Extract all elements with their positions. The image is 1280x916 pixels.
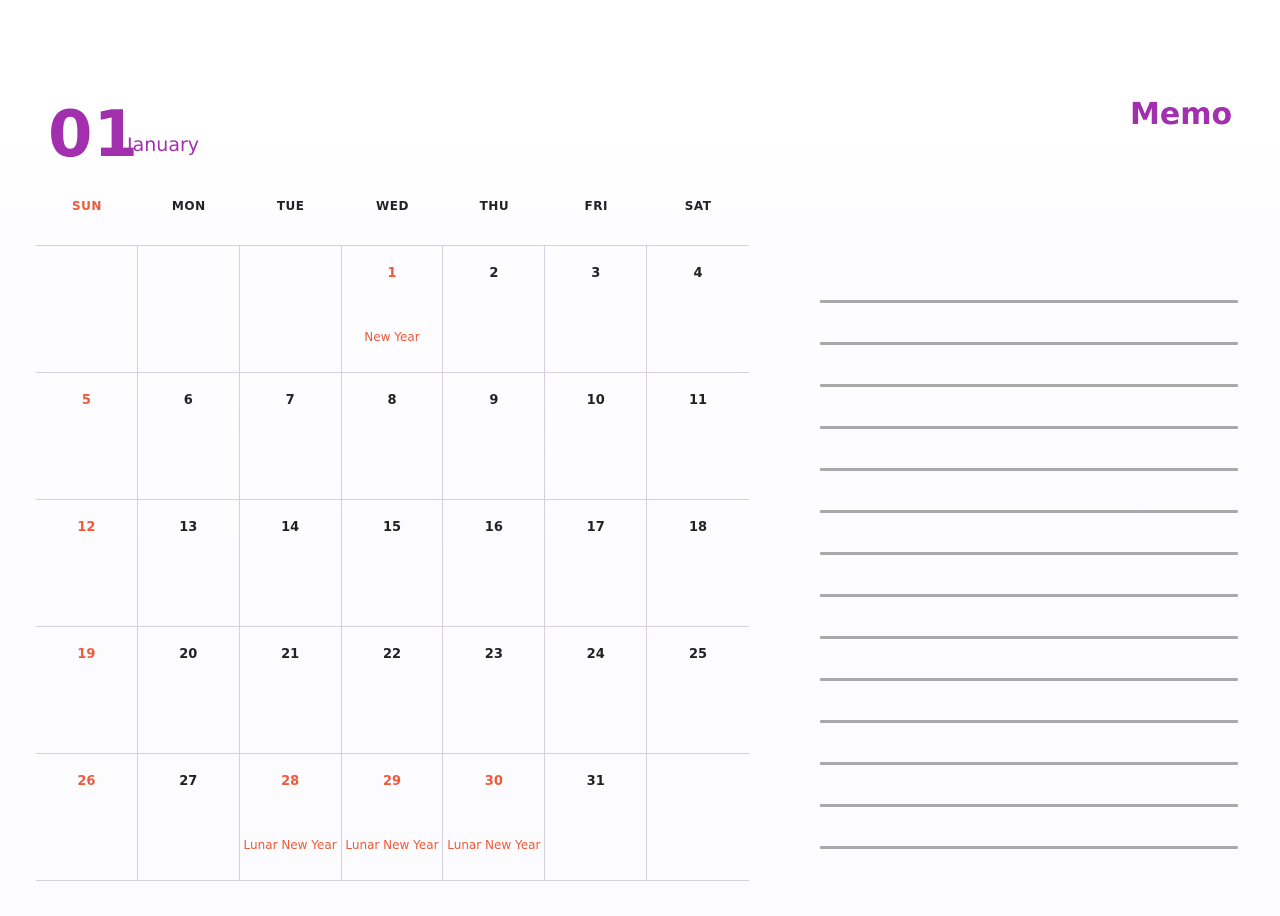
day-cell[interactable] <box>545 754 647 880</box>
holiday-note: New Year <box>364 330 420 344</box>
day-number: 25 <box>689 647 708 662</box>
day-cell[interactable] <box>342 373 444 499</box>
day-number: 30 <box>484 774 503 789</box>
day-cell[interactable] <box>36 373 138 499</box>
week-row <box>36 500 749 627</box>
day-cell[interactable] <box>240 754 342 880</box>
day-number: 8 <box>387 393 397 408</box>
day-number: 31 <box>586 774 605 789</box>
memo-line[interactable] <box>820 804 1238 807</box>
day-cell[interactable] <box>443 500 545 626</box>
weekday-wed: WED <box>376 199 409 213</box>
week-row <box>36 373 749 500</box>
memo-title: Memo <box>1130 97 1233 132</box>
memo-line[interactable] <box>820 720 1238 723</box>
weekday-tue: TUE <box>276 199 305 213</box>
day-number: 6 <box>183 393 193 408</box>
day-number: 15 <box>382 520 402 535</box>
day-cell[interactable] <box>342 246 444 372</box>
day-cell[interactable] <box>545 373 647 499</box>
holiday-note: Lunar New Year <box>345 838 439 852</box>
day-number: 3 <box>591 266 601 281</box>
day-cell[interactable] <box>138 246 240 372</box>
day-cell[interactable] <box>443 754 545 880</box>
day-cell[interactable] <box>36 627 138 753</box>
memo-line[interactable] <box>820 636 1238 639</box>
month-number: 01 <box>48 98 140 172</box>
memo-line[interactable] <box>820 846 1238 849</box>
day-cell[interactable] <box>647 500 749 626</box>
day-number: 14 <box>281 520 300 535</box>
memo-line[interactable] <box>820 384 1238 387</box>
day-number: 12 <box>77 520 96 535</box>
month-name: January <box>127 134 200 156</box>
memo-line[interactable] <box>820 762 1238 765</box>
day-number: 18 <box>689 520 708 535</box>
memo-line[interactable] <box>820 468 1238 471</box>
memo-line[interactable] <box>820 552 1238 555</box>
day-number: 21 <box>281 647 300 662</box>
day-cell[interactable] <box>342 754 444 880</box>
memo-line[interactable] <box>820 426 1238 429</box>
day-number: 5 <box>81 393 91 408</box>
day-number: 13 <box>179 520 198 535</box>
day-number: 28 <box>281 774 300 789</box>
day-cell[interactable] <box>545 246 647 372</box>
day-cell[interactable] <box>36 500 138 626</box>
weekday-mon: MON <box>171 199 206 213</box>
day-cell[interactable] <box>138 627 240 753</box>
day-number: 26 <box>77 774 96 789</box>
day-cell[interactable] <box>36 246 138 372</box>
day-number: 10 <box>586 393 605 408</box>
day-cell[interactable] <box>138 754 240 880</box>
week-row <box>36 754 749 881</box>
day-cell[interactable] <box>443 627 545 753</box>
day-number: 20 <box>179 647 198 662</box>
day-cell[interactable] <box>443 373 545 499</box>
memo-line[interactable] <box>820 594 1238 597</box>
day-number: 22 <box>382 647 402 662</box>
memo-line[interactable] <box>820 678 1238 681</box>
day-cell[interactable] <box>443 246 545 372</box>
day-number: 7 <box>285 393 295 408</box>
day-cell[interactable] <box>240 246 342 372</box>
holiday-note: Lunar New Year <box>243 838 337 852</box>
day-number: 9 <box>489 393 499 408</box>
day-cell[interactable] <box>647 627 749 753</box>
day-cell[interactable] <box>647 246 749 372</box>
day-cell[interactable] <box>342 500 444 626</box>
day-cell[interactable] <box>647 373 749 499</box>
week-row <box>36 246 749 373</box>
day-cell[interactable] <box>240 627 342 753</box>
day-number: 16 <box>484 520 503 535</box>
day-cell[interactable] <box>36 754 138 880</box>
day-cell[interactable] <box>342 627 444 753</box>
day-number: 24 <box>586 647 605 662</box>
day-cell[interactable] <box>138 373 240 499</box>
week-row <box>36 627 749 754</box>
day-number: 11 <box>689 393 708 408</box>
holiday-note: Lunar New Year <box>447 838 541 852</box>
day-cell[interactable] <box>240 500 342 626</box>
memo-line[interactable] <box>820 300 1238 303</box>
day-cell[interactable] <box>138 500 240 626</box>
day-number: 19 <box>77 647 96 662</box>
weekday-header-row <box>36 168 749 246</box>
weekday-sat: SAT <box>684 199 712 213</box>
day-number: 2 <box>489 266 499 281</box>
day-number: 4 <box>693 266 703 281</box>
weekday-fri: FRI <box>584 199 608 213</box>
day-number: 17 <box>586 520 605 535</box>
day-cell[interactable] <box>240 373 342 499</box>
day-cell[interactable] <box>647 754 749 880</box>
weeks-container <box>36 246 749 881</box>
day-number: 23 <box>484 647 503 662</box>
weekday-thu: THU <box>479 199 510 213</box>
day-cell[interactable] <box>545 627 647 753</box>
memo-line[interactable] <box>820 510 1238 513</box>
day-number: 29 <box>382 774 402 789</box>
weekday-sun: SUN <box>71 199 102 213</box>
calendar-grid <box>36 168 749 881</box>
memo-lines <box>820 300 1238 888</box>
day-cell[interactable] <box>545 500 647 626</box>
memo-line[interactable] <box>820 342 1238 345</box>
day-number: 1 <box>387 266 397 281</box>
day-number: 27 <box>179 774 198 789</box>
